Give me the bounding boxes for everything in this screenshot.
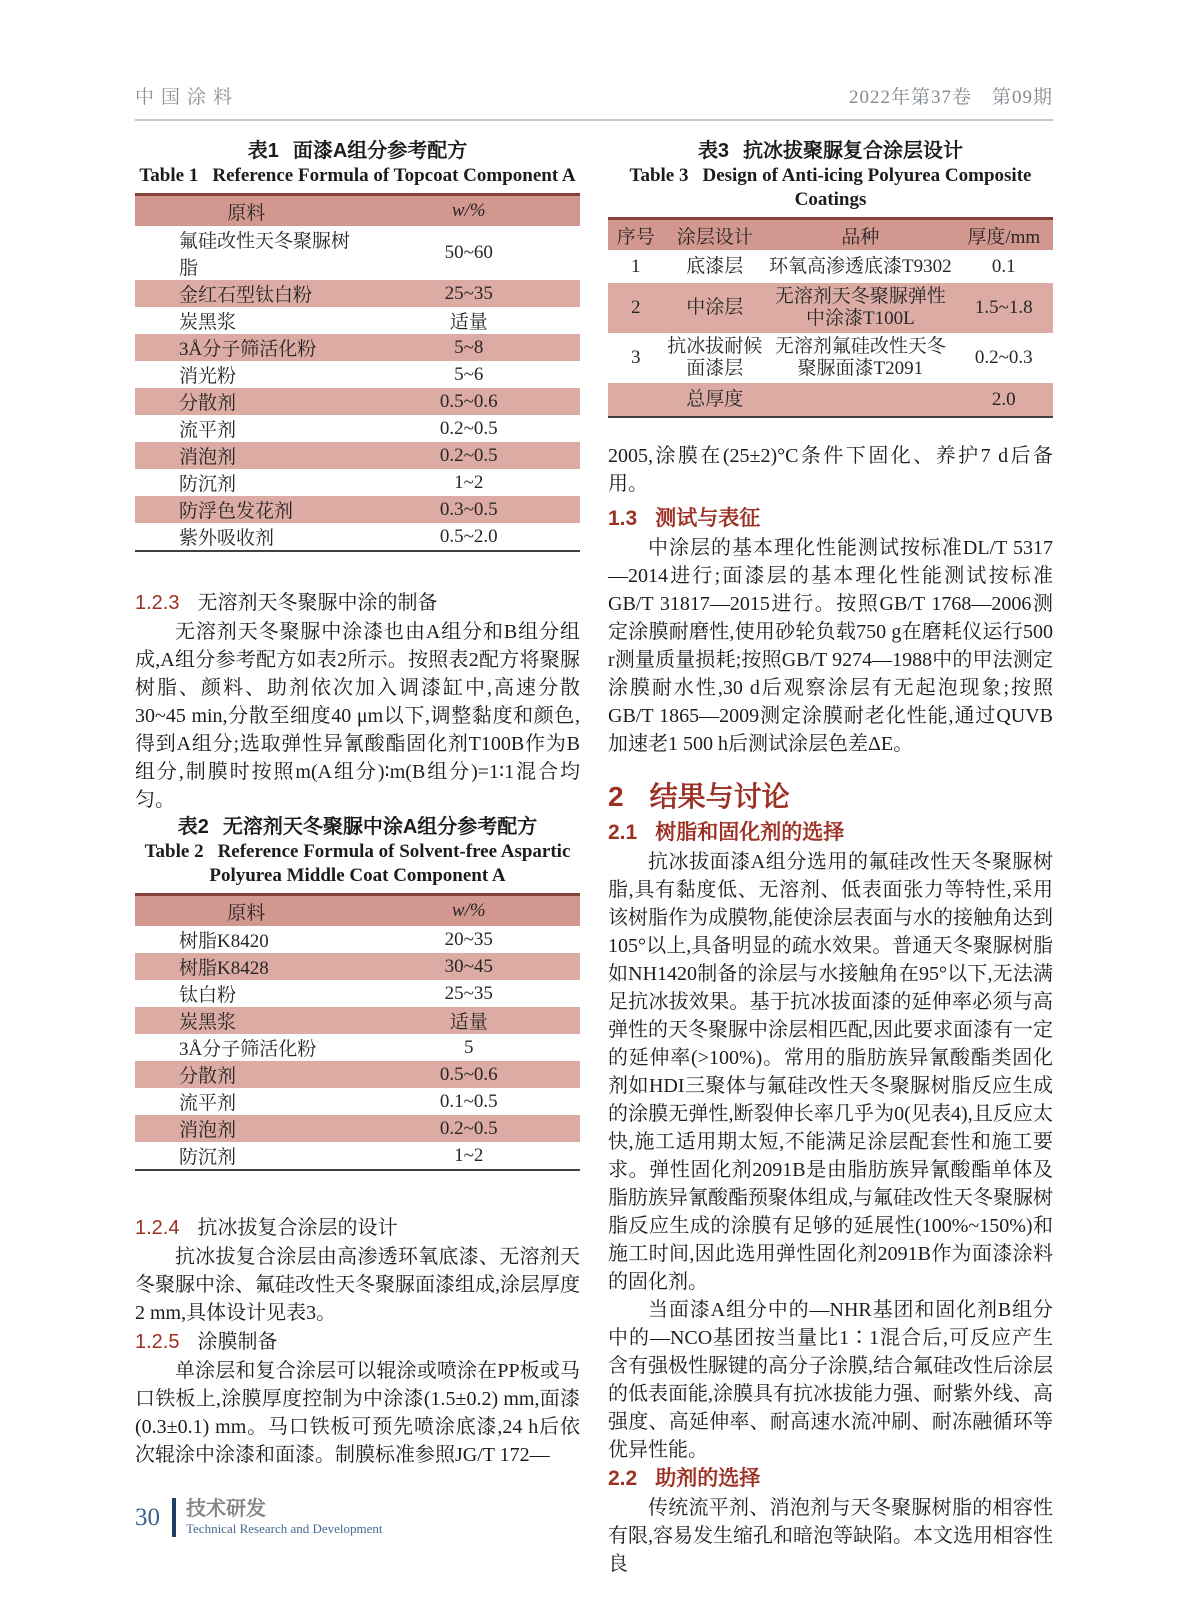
table-cell: 0.5~0.6 — [439, 390, 498, 412]
table-cell: 钛白粉 — [179, 985, 237, 1006]
para-2-1-b: 当面漆A组分中的—NHR基团和固化剂B组分中的—NCO基团按当量比1∶1混合后,可反应产生含有强极性脲键的高分子涂膜,结合氟硅改性后涂层的低表面能,涂膜具有抗冰拔能力强、耐紫外线、高强度、高延伸率、耐高速水流冲刷、耐冻融循环等优异性能。 — [608, 1299, 1053, 1461]
para-1-3: 中涂层的基本理化性能测试按标准DL/T 5317—2014进行;面漆层的基本理化性能测试按标准GB/T 31817—2015进行。按照GB/T 1768—2006测定涂膜耐磨性,使用砂轮负载750 g在磨耗仪运行500 r测量质量损耗;按照GB/T 9274—1988中的甲法测定涂膜耐水性,30 d后观察涂层有无起泡现象;按照GB/T 1865—2009测定涂膜耐老化性能,通过QUVB加速老1 500 h后测试涂层色差ΔE。 — [608, 537, 1053, 755]
section-title: 树脂和固化剂的选择 — [655, 821, 845, 844]
section-number: 2.1 — [608, 821, 638, 844]
table2-title-en — [135, 840, 580, 888]
table-cell: 25~35 — [444, 982, 493, 1004]
table-row — [135, 280, 580, 307]
table-cell: 中涂层 — [686, 297, 744, 318]
table-header-row — [135, 895, 580, 927]
section-number: 1.2.5 — [135, 1331, 180, 1353]
table-header-row — [608, 219, 1053, 251]
table-row — [608, 383, 1053, 417]
section-title: 无溶剂天冬聚脲中涂的制备 — [197, 592, 438, 614]
para-1-2-4: 抗冰拔复合涂层由高渗透环氧底漆、无溶剂天冬聚脲中涂、氟硅改性天冬聚脲面漆组成,涂层厚度2 mm,具体设计见表3。 — [135, 1246, 580, 1324]
table-row — [135, 1088, 580, 1115]
section-heading-2-2 — [608, 1464, 1053, 1494]
table-cell: 0.2~0.5 — [439, 444, 498, 466]
table-row — [135, 953, 580, 980]
para-2-2: 传统流平剂、消泡剂与天冬聚脲树脂的相容性有限,容易发生缩孔和暗泡等缺陷。本文选用相容性良 — [608, 1497, 1053, 1575]
table-row — [135, 226, 580, 280]
table-cell: 0.2~0.5 — [439, 1117, 498, 1139]
table3-caption-zh: 抗冰拔聚脲复合涂层设计 — [743, 140, 964, 162]
table2-title-zh — [135, 814, 580, 840]
section-number: 1.3 — [608, 507, 638, 530]
section-number: 1.2.4 — [135, 1217, 180, 1239]
table-cell: 1 — [630, 255, 641, 277]
table-cell: 3Å分子筛活化粉 — [179, 1039, 317, 1060]
table-cell: 20~35 — [444, 928, 493, 950]
column-header: 涂层设计 — [663, 219, 766, 251]
table-row — [135, 442, 580, 469]
table-cell: 1~2 — [454, 1144, 484, 1166]
table-cell: 防浮色发花剂 — [179, 501, 294, 522]
section-heading-1-3 — [608, 504, 1053, 534]
table-row — [135, 361, 580, 388]
table3-label-en: Table 3 — [629, 165, 689, 186]
table2-caption-zh: 无溶剂天冬聚脲中涂A组分参考配方 — [222, 816, 538, 838]
table-cell: 适量 — [449, 312, 488, 333]
table3-body — [608, 250, 1053, 417]
table-cell: 消泡剂 — [179, 1120, 237, 1141]
table3-coating-design — [608, 217, 1053, 418]
table-cell: 5 — [464, 1036, 474, 1058]
table-cell: 0.2~0.5 — [439, 417, 498, 439]
table-row — [135, 523, 580, 551]
section-number: 1.2.3 — [135, 592, 180, 614]
table-cell: 30~45 — [444, 955, 493, 977]
table3-label-zh: 表3 — [697, 140, 730, 162]
column-header: 原料 — [135, 895, 358, 927]
table-cell: 炭黑浆 — [179, 1012, 237, 1033]
table-row — [135, 496, 580, 523]
table-cell: 树脂K8428 — [179, 958, 269, 979]
table-header-row — [135, 195, 580, 227]
table-row — [135, 469, 580, 496]
table-row — [135, 1142, 580, 1170]
table-cell: 紫外吸收剂 — [179, 528, 275, 549]
table-cell: 3Å分子筛活化粉 — [179, 339, 317, 360]
footer-section-labels — [172, 1498, 383, 1537]
footer-label-en: Technical Research and Development — [186, 1521, 383, 1536]
section-title: 抗冰拔复合涂层的设计 — [197, 1217, 398, 1239]
table-cell: 总厚度 — [686, 388, 744, 410]
table-cell: 1~2 — [454, 471, 484, 493]
table3-title-en — [608, 164, 1053, 212]
table3-head — [608, 219, 1053, 251]
table-row — [135, 1115, 580, 1142]
table-cell: 流平剂 — [179, 420, 237, 441]
section-title: 结果与讨论 — [649, 781, 790, 812]
section-number: 2 — [608, 781, 624, 812]
table-cell: 3 — [630, 347, 641, 368]
right-column — [608, 138, 1053, 1578]
table3-caption-en: Design of Anti-icing Polyurea Composite Coatings — [702, 165, 1032, 210]
table-cell: 消光粉 — [179, 366, 237, 387]
section-title: 测试与表征 — [655, 507, 761, 530]
table2-caption-en: Reference Formula of Solvent-free Aspartic Polyurea Middle Coat Component A — [209, 841, 571, 886]
table-row — [135, 307, 580, 334]
table-cell: 树脂K8420 — [179, 931, 269, 952]
column-header: 序号 — [608, 219, 663, 251]
table1-body — [135, 226, 580, 551]
table1-topcoat-formula — [135, 193, 580, 552]
table1-label-zh: 表1 — [247, 140, 279, 162]
table-cell: 分散剂 — [179, 1066, 237, 1087]
table1-caption-en: Reference Formula of Topcoat Component A — [212, 165, 576, 186]
table-cell: 0.5~2.0 — [439, 525, 498, 547]
table1-label-en: Table 1 — [139, 165, 199, 186]
column-header: w/% — [358, 895, 581, 927]
table-cell: 底漆层 — [686, 255, 744, 277]
table-cell: 炭黑浆 — [179, 312, 237, 333]
issue-info: 2022年第37卷 第09期 — [848, 87, 1053, 108]
column-header: 品种 — [766, 219, 955, 251]
table-cell: 0.3~0.5 — [439, 498, 498, 520]
table-row — [135, 980, 580, 1007]
table-cell: 2 — [630, 297, 641, 318]
column-header: 厚度/mm — [955, 219, 1053, 251]
section-heading-1-2-4 — [135, 1213, 580, 1243]
table-cell: 1.5~1.8 — [974, 297, 1033, 318]
table1-title-zh — [135, 138, 580, 164]
table3-title-zh — [608, 138, 1053, 164]
running-head — [135, 82, 1053, 121]
footer-label-zh: 技术研发 — [186, 1498, 266, 1520]
journal-name: 中国涂料 — [135, 87, 240, 108]
table-cell: 抗冰拔耐候面漆层 — [667, 336, 763, 379]
table-cell: 25~35 — [444, 282, 493, 304]
table-cell: 环氧高渗透底漆T9302 — [769, 255, 952, 277]
section-heading-1-2-3 — [135, 588, 580, 618]
table-row — [135, 1034, 580, 1061]
table-cell: 5~6 — [454, 363, 484, 385]
table1-head — [135, 195, 580, 227]
para-1-2-3: 无溶剂天冬聚脲中涂漆也由A组分和B组分组成,A组分参考配方如表2所示。按照表2配方将聚脲树脂、颜料、助剂依次加入调漆缸中,高速分散30~45 min,分散至细度40 μm以下,调整黏度和颜色,得到A组分;选取弹性异氰酸酯固化剂T100B作为B组分,制膜时按照m(A组分)∶m(B组分)=1∶1混合均匀。 — [135, 621, 580, 811]
table-row — [135, 334, 580, 361]
table-cell — [608, 383, 663, 417]
table-cell: 适量 — [449, 1012, 488, 1033]
section-heading-2 — [608, 776, 1053, 818]
para-continuation-2005: 2005,涂膜在(25±2)°C条件下固化、养护7 d后备用。 — [608, 445, 1053, 495]
table-row — [135, 415, 580, 442]
table-row — [608, 283, 1053, 333]
table-cell: 无溶剂氟硅改性天冬聚脲面漆T2091 — [774, 336, 946, 379]
table-cell: 5~8 — [454, 336, 484, 358]
table-cell: 0.2~0.3 — [974, 347, 1033, 368]
table2-middlecoat-formula — [135, 893, 580, 1171]
column-header: 原料 — [135, 195, 358, 227]
table-cell: 分散剂 — [179, 393, 237, 414]
table-cell: 消泡剂 — [179, 447, 237, 468]
section-title: 涂膜制备 — [197, 1331, 278, 1353]
table-row — [608, 250, 1053, 283]
table2-label-en: Table 2 — [144, 841, 204, 862]
table-cell: 0.1 — [991, 255, 1016, 277]
left-column — [135, 138, 580, 1469]
table-cell — [766, 383, 955, 417]
table1-caption-zh: 面漆A组分参考配方 — [292, 140, 468, 162]
section-heading-2-1 — [608, 818, 1053, 848]
table2-body — [135, 926, 580, 1170]
section-number: 2.2 — [608, 1467, 638, 1490]
table2-label-zh: 表2 — [177, 816, 209, 838]
table-cell: 2.0 — [991, 388, 1016, 410]
section-heading-1-2-5 — [135, 1327, 580, 1357]
table-cell: 0.1~0.5 — [439, 1090, 498, 1112]
table-row — [608, 333, 1053, 383]
table-cell: 金红石型钛白粉 — [179, 285, 313, 306]
section-title: 助剂的选择 — [655, 1467, 761, 1490]
para-2-1-a: 抗冰拔面漆A组分选用的氟硅改性天冬聚脲树脂,具有黏度低、无溶剂、低表面张力等特性,采用该树脂作为成膜物,能使涂层表面与水的接触角达到105°以上,具备明显的疏水效果。普通天冬聚脲树脂如NH1420制备的涂层与水接触角在95°以下,无法满足抗冰拔效果。基于抗冰拔面漆的延伸率必须与高弹性的天冬聚脲中涂层相匹配,因此要求面漆有一定的延伸率(>100%)。常用的脂肪族异氰酸酯类固化剂如HDI三聚体与氟硅改性天冬聚脲树脂反应生成的涂膜无弹性,断裂伸长率几乎为0(见表4),且反应太快,施工适用期太短,不能满足涂层配套性和施工要求。弹性固化剂2091B是由脂肪族异氰酸酯单体及脂肪族异氰酸酯预聚体组成,与氟硅改性天冬聚脲树脂反应生成的涂膜有足够的延展性(100%~150%)和施工时间,因此选用弹性固化剂2091B作为面漆涂料的固化剂。 — [608, 851, 1053, 1293]
page-number: 30 — [135, 1503, 160, 1531]
table-cell: 氟硅改性天冬聚脲树脂 — [179, 231, 351, 279]
table-cell: 50~60 — [444, 242, 493, 263]
table-row — [135, 926, 580, 953]
table-row — [135, 388, 580, 415]
table-row — [135, 1061, 580, 1088]
table-cell: 防沉剂 — [179, 1147, 237, 1168]
table-cell: 流平剂 — [179, 1093, 237, 1114]
column-header: w/% — [358, 195, 581, 227]
table1-title-en — [135, 164, 580, 188]
para-1-2-5: 单涂层和复合涂层可以辊涂或喷涂在PP板或马口铁板上,涂膜厚度控制为中涂漆(1.5±0.2) mm,面漆(0.3±0.1) mm。马口铁板可预先喷涂底漆,24 h后依次辊涂中涂漆和面漆。制膜标准参照JG/T 172— — [135, 1360, 580, 1466]
table-cell: 0.5~0.6 — [439, 1063, 498, 1085]
table-cell: 防沉剂 — [179, 474, 237, 495]
table-cell: 无溶剂天冬聚脲弹性中涂漆T100L — [774, 286, 946, 329]
table2-head — [135, 895, 580, 927]
page-footer — [135, 1498, 383, 1537]
table-row — [135, 1007, 580, 1034]
